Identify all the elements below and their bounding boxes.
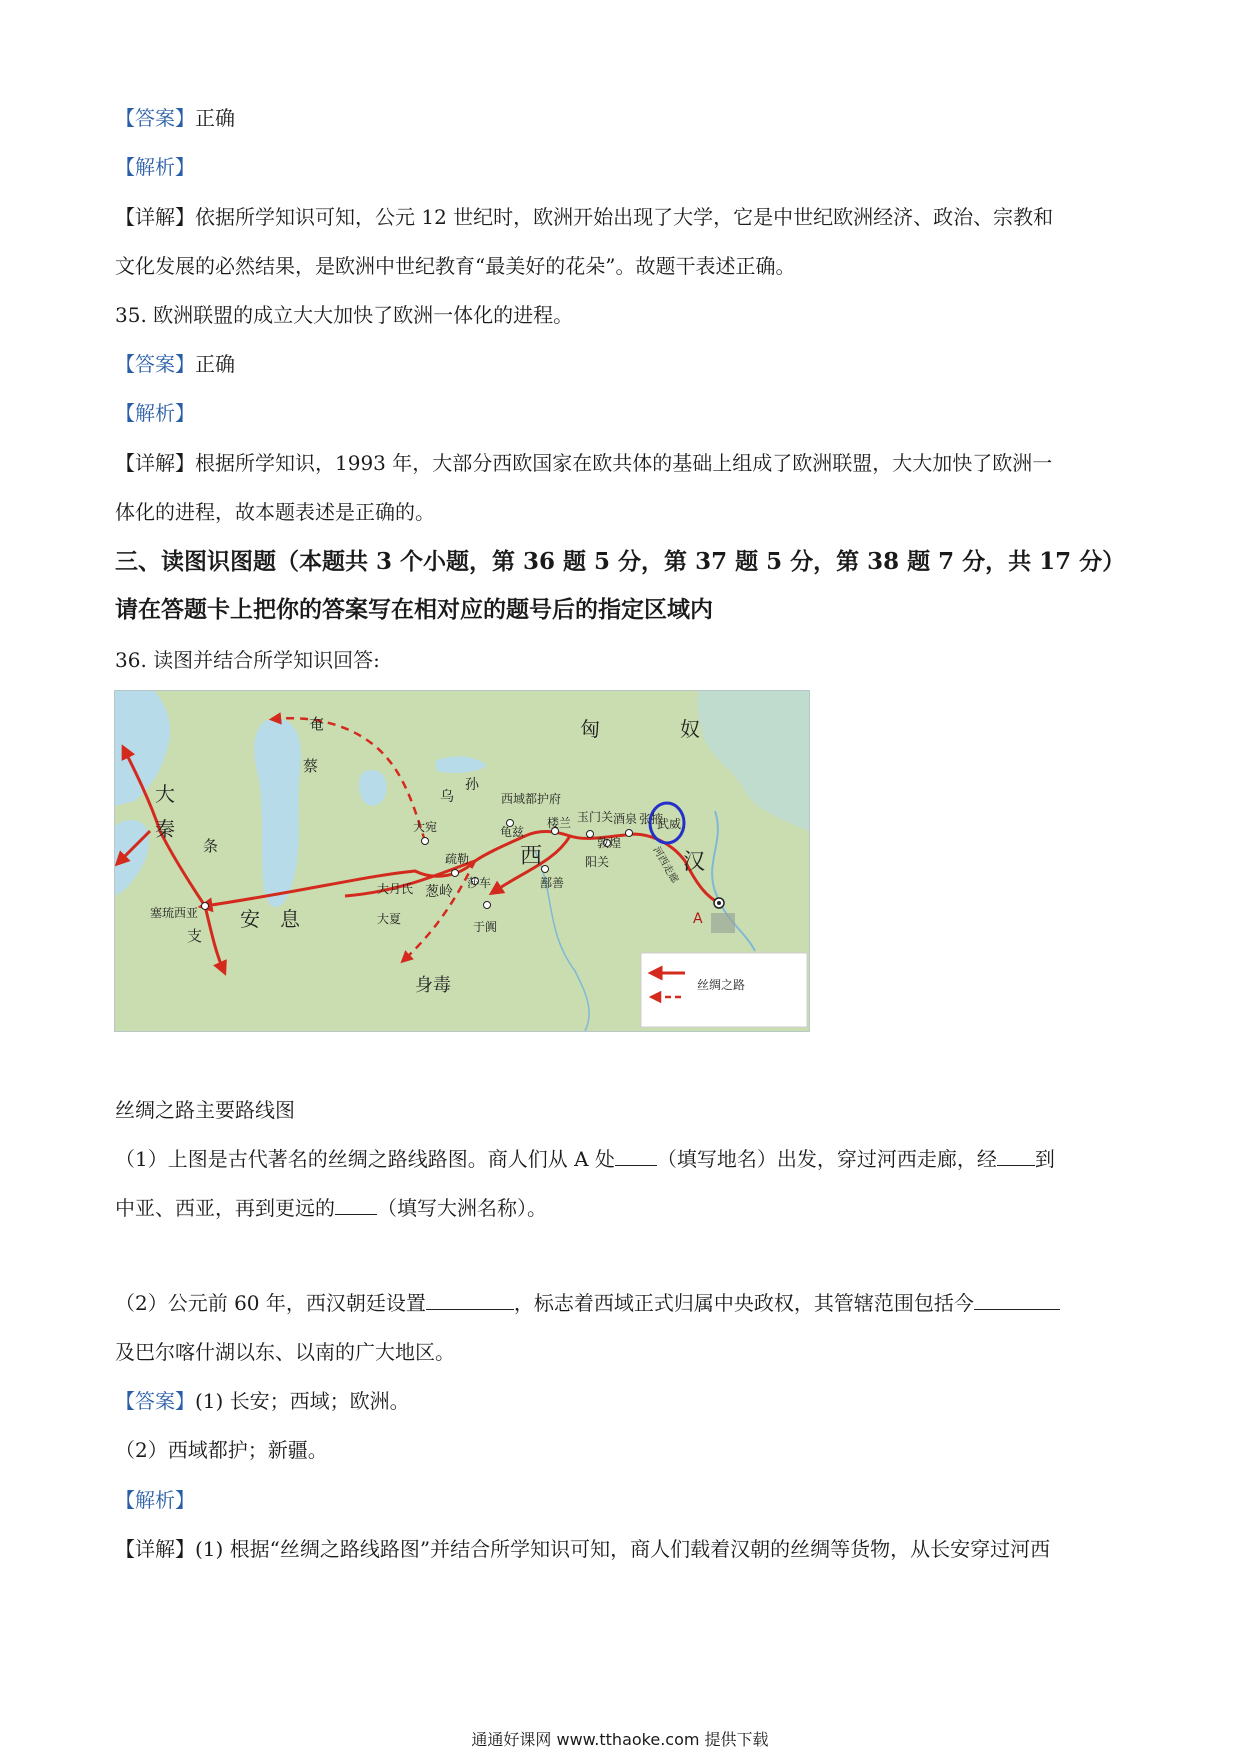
analysis-tag: 【解析】	[115, 155, 195, 179]
aral-sea-water	[359, 770, 387, 806]
q36-part2-line1	[115, 1289, 1060, 1317]
shule-marker	[452, 870, 459, 877]
blank-4[interactable]	[426, 1289, 514, 1310]
label-zhangye: 张掖	[639, 812, 664, 826]
label-yancai-1: 奄	[309, 715, 325, 733]
blank-2[interactable]	[997, 1145, 1035, 1166]
section-title: 三、读图识图题（本题共 3 个小题，第 36 题 5 分，第 37 题 5 分，第 38 题 7 分，共 17 分）	[115, 548, 1126, 575]
detail-text: (1) 根据“丝绸之路线路图”并结合所学知识可知，商人们载着汉朝的丝绸等货物，从长安穿过河西	[195, 1537, 1051, 1561]
detail-tag: 【详解】	[115, 451, 195, 475]
label-shanshan: 鄯善	[540, 876, 565, 890]
label-an: 安	[240, 907, 260, 931]
blank-5[interactable]	[974, 1289, 1060, 1310]
legend-label: 丝绸之路	[697, 978, 746, 992]
q36-part2-line2: 及巴尔喀什湖以东、以南的广大地区。	[115, 1340, 455, 1364]
q36-part1-line1	[115, 1145, 1055, 1173]
q34-answer-line	[115, 104, 235, 132]
shanshan-marker	[542, 866, 549, 873]
label-da: 大	[155, 782, 175, 806]
yutian-marker	[484, 902, 491, 909]
q36-p1-text-b: （填写地名）出发，穿过河西走廊，经	[656, 1147, 997, 1171]
label-qin: 秦	[155, 817, 175, 841]
changan-marker-dot	[717, 901, 721, 905]
page-footer: 通通好课网 www.tthaoke.com 提供下载	[471, 1730, 769, 1749]
q36-part1-line2	[115, 1194, 547, 1222]
label-dayuezhi: 大月氏	[377, 882, 414, 896]
dayuan-marker	[422, 838, 429, 845]
q34-detail-line1	[115, 203, 1053, 231]
label-dayuan: 大宛	[413, 820, 438, 834]
label-duhufu: 西域都护府	[501, 792, 562, 806]
blank-1[interactable]	[615, 1145, 657, 1166]
label-congling: 葱岭	[425, 884, 453, 900]
detail-tag: 【详解】	[115, 205, 195, 229]
label-wusun-1: 乌	[440, 789, 454, 805]
label-dunhuang: 敦煌	[597, 836, 622, 850]
label-xi-parthia: 息	[280, 907, 300, 931]
label-xi: 西	[520, 844, 543, 869]
silk-road-map	[114, 690, 810, 1032]
q35-detail-line2: 体化的进程，故本题表述是正确的。	[115, 500, 435, 524]
q35-answer-line	[115, 350, 235, 378]
label-point-a: A	[693, 911, 703, 927]
label-zhi: 支	[187, 927, 203, 945]
label-hexi: 河西走廊	[650, 845, 680, 886]
silk-road-map-svg	[115, 691, 809, 1031]
analysis-tag: 【解析】	[115, 401, 195, 425]
q36-detail-line1	[115, 1535, 1050, 1563]
label-han: 汉	[683, 850, 706, 875]
label-xiongnu-2: 奴	[680, 717, 700, 741]
q35-detail-line1	[115, 449, 1052, 477]
label-saiseleucia: 塞琉西亚	[150, 906, 199, 920]
zhangye-marker	[626, 830, 633, 837]
q34-detail-line2: 文化发展的必然结果，是欧洲中世纪教育“最美好的花朵”。故题干表述正确。	[115, 254, 796, 278]
label-yutian: 于阗	[473, 920, 498, 934]
q35-question: 35. 欧洲联盟的成立大大加快了欧洲一体化的进程。	[115, 303, 574, 327]
q36-question: 36. 读图并结合所学知识回答:	[115, 648, 380, 672]
label-qiuci: 龟兹	[500, 825, 525, 839]
section-instruction: 请在答题卡上把你的答案写在相对应的题号后的指定区域内	[115, 596, 713, 623]
answer-text: 正确	[195, 352, 235, 376]
map-caption: 丝绸之路主要路线图	[115, 1098, 295, 1122]
label-shendu: 身毒	[415, 975, 451, 996]
label-shache: 莎车	[467, 876, 492, 890]
saiseleucia-marker	[202, 903, 209, 910]
analysis-tag: 【解析】	[115, 1488, 195, 1512]
label-shule: 疏勒	[445, 852, 470, 866]
q36-p2-text-a: （2）公元前 60 年，西汉朝廷设置	[115, 1291, 426, 1315]
q34-analysis-line	[115, 153, 195, 181]
q36-p1-text-c: 到	[1034, 1147, 1055, 1171]
q36-answer-line1	[115, 1387, 410, 1415]
yumenguan-marker	[587, 831, 594, 838]
q36-p1-text-d: 中亚、西亚，再到更远的	[115, 1196, 335, 1220]
label-tiao: 条	[203, 837, 219, 855]
q36-p2-text-b: ，标志着西域正式归属中央政权，其管辖范围包括今	[513, 1291, 974, 1315]
blank-3[interactable]	[335, 1194, 377, 1215]
detail-text: 根据所学知识，1993 年，大部分西欧国家在欧共体的基础上组成了欧洲联盟，大大加快了欧洲一	[195, 451, 1053, 475]
label-jiuquan: 酒泉	[613, 812, 638, 826]
detail-tag: 【详解】	[115, 1537, 195, 1561]
q36-p1-text-a: （1）上图是古代著名的丝绸之路线路图。商人们从 A 处	[115, 1147, 615, 1171]
q35-analysis-line	[115, 399, 195, 427]
label-daxia: 大夏	[377, 912, 402, 926]
answer-text: 正确	[195, 106, 235, 130]
label-loulan: 楼兰	[547, 816, 572, 830]
label-yumenguan: 玉门关	[577, 810, 614, 824]
label-wusun-2: 孙	[465, 777, 479, 793]
label-yangguan: 阳关	[585, 855, 610, 869]
label-xiongnu-1: 匈	[580, 717, 600, 741]
answer-tag: 【答案】	[115, 106, 195, 130]
answer-tag: 【答案】	[115, 1389, 195, 1413]
answer-text: (1) 长安；西域；欧洲。	[195, 1389, 410, 1413]
answer-tag: 【答案】	[115, 352, 195, 376]
label-yancai-2: 蔡	[303, 757, 319, 775]
q36-analysis-line	[115, 1486, 195, 1514]
q36-p1-text-e: （填写大洲名称）。	[377, 1196, 547, 1220]
label-wuwei: 武威	[657, 817, 682, 831]
q36-answer-line2: （2）西域都护；新疆。	[115, 1438, 328, 1462]
blurred-patch	[711, 913, 735, 933]
detail-text: 依据所学知识可知，公元 12 世纪时，欧洲开始出现了大学，它是中世纪欧洲经济、政治、宗教和	[195, 205, 1054, 229]
